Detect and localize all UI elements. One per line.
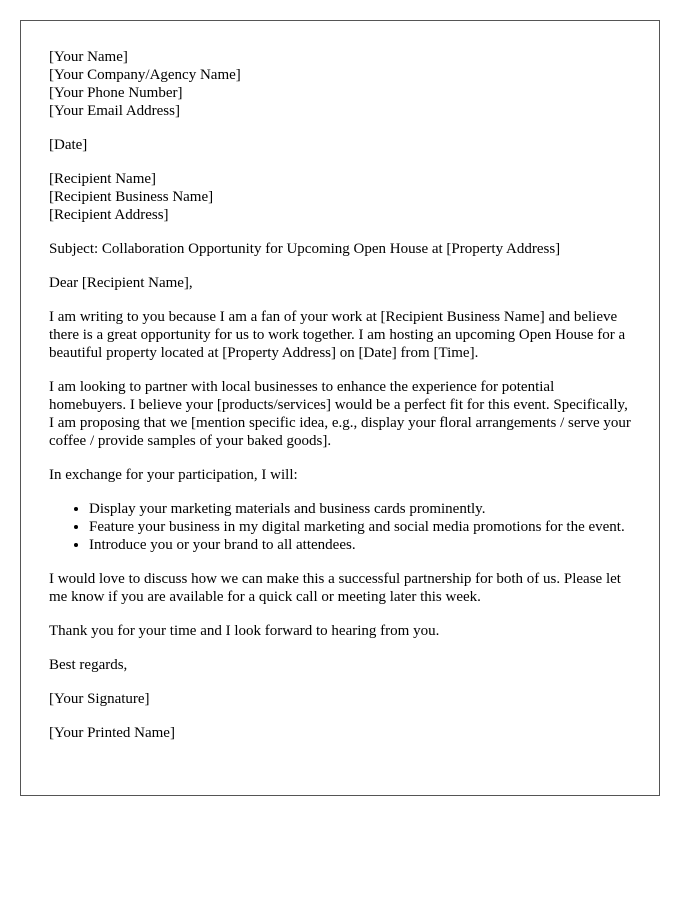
sender-email: [Your Email Address] xyxy=(49,103,180,119)
list-item: • Introduce you or your brand to all attendees. xyxy=(89,536,631,554)
salutation: Dear [Recipient Name], xyxy=(49,275,193,291)
closing-paragraph: I would love to discuss how we can make this a successful partnership for both of us. Please let me know if you are available for a quick call or meeting later this week. xyxy=(49,571,621,605)
recipient-address: [Recipient Address] xyxy=(49,207,169,223)
recipient-business: [Recipient Business Name] xyxy=(49,189,214,205)
sender-block xyxy=(49,48,631,120)
body-paragraph: In exchange for your participation, I will: xyxy=(49,467,298,483)
sender-phone: [Your Phone Number] xyxy=(49,85,183,101)
list-item: • Feature your business in my digital marketing and social media promotions for the event. xyxy=(89,518,631,536)
subject-line: Subject: Collaboration Opportunity for Upcoming Open House at [Property Address] xyxy=(49,241,561,257)
letter-date: [Date] xyxy=(49,137,88,153)
signoff: Best regards, xyxy=(49,657,128,673)
printed-name: [Your Printed Name] xyxy=(49,725,175,741)
offer-list xyxy=(49,500,631,554)
letter-page xyxy=(20,20,660,796)
signature: [Your Signature] xyxy=(49,691,150,707)
list-item: • Display your marketing materials and business cards prominently. xyxy=(89,500,631,518)
closing-paragraph: Thank you for your time and I look forward to hearing from you. xyxy=(49,623,440,639)
body-paragraph: I am looking to partner with local businesses to enhance the experience for potential homebuyers. I believe your [products/services] would be a perfect fit for this event. Specifically, I am proposing that we [mention specific idea, e.g., display your floral arrangements / serve your coffee / provide samples of your baked goods]. xyxy=(49,379,631,449)
recipient-block xyxy=(49,170,631,224)
recipient-name: [Recipient Name] xyxy=(49,171,157,187)
body-paragraph: I am writing to you because I am a fan of your work at [Recipient Business Name] and believe there is a great opportunity for us to work together. I am hosting an upcoming Open House for a beautiful property located at [Property Address] on [Date] from [Time]. xyxy=(49,309,626,361)
sender-company: [Your Company/Agency Name] xyxy=(49,67,241,83)
sender-name: [Your Name] xyxy=(49,49,128,65)
